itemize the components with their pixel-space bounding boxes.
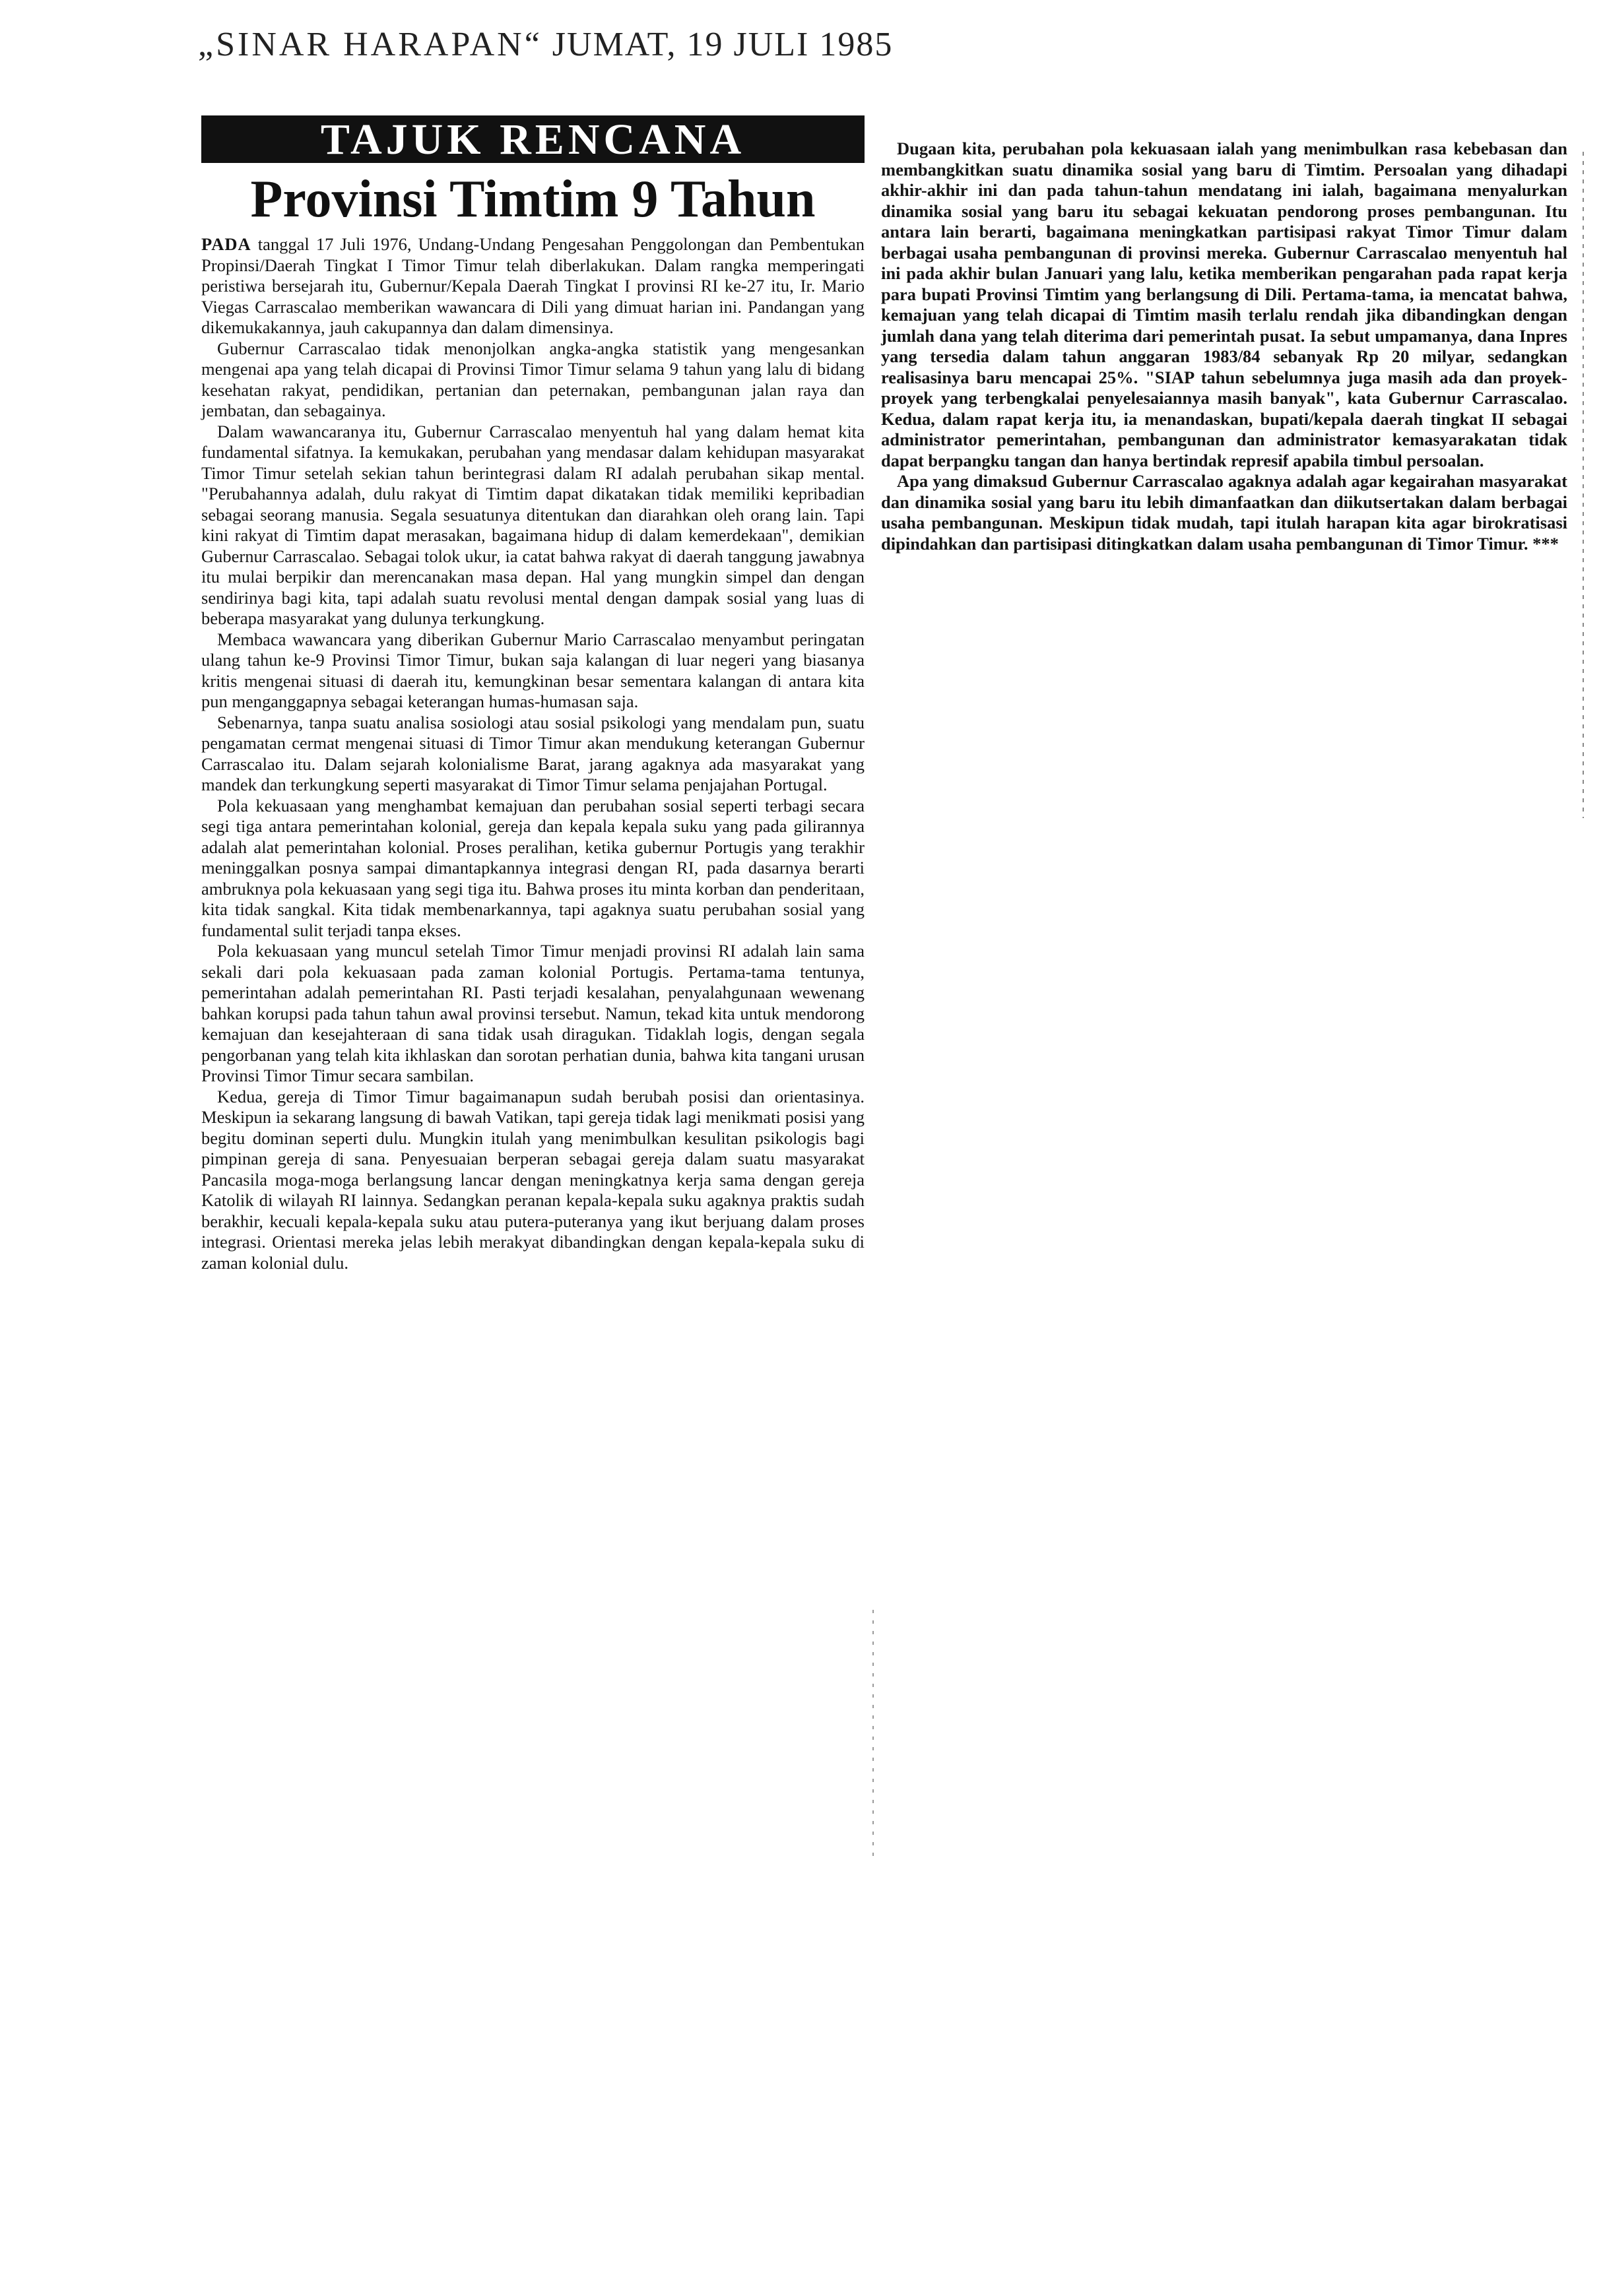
- paragraph: Kedua, gereja di Timor Timur bagaimanapun sudah berubah posisi dan orientasinya. Meskipun ia sekarang langsung di bawah Vatikan, tapi gereja tidak lagi menikmati posisi yang begitu dominan seperti dulu. Mungkin itulah yang menimbulkan kesulitan psikologis bagi pimpinan gereja di sana. Penyesuaian berperan sebagai gereja dalam suatu masyarakat Pancasila moga-moga berlangsung lancar dengan meningkatnya kerja sama dengan gereja Katolik di wilayah RI lainnya. Sedangkan peranan kepala-kepala suku agaknya praktis sudah berakhir, kecuali kepala-kepala suku atau putera-puteranya yang ikut berjuang dalam proses integrasi. Orientasi mereka jelas lebih merakyat dibandingkan dengan kepala-kepala suku di zaman kolonial dulu.: [201, 1086, 865, 1273]
- article-headline: Provinsi Timtim 9 Tahun: [250, 170, 816, 228]
- paragraph: Pola kekuasaan yang menghambat kemajuan dan perubahan sosial seperti terbagi secara segi tiga antara pemerintahan kolonial, gereja dan kepala kepala suku yang pada gilirannya adalah alat pemerintahan kolonial. Proses peralihan, ketika gubernur Portugis yang terakhir meninggalkan posnya sampai dimantapkannya integrasi dengan RI, pada dasarnya berarti ambruknya pola kekuasaan yang segi tiga itu. Bahwa proses itu minta korban dan penderitaan, kita tidak sangkal. Kita tidak membenarkannya, tapi agaknya suatu perubahan sosial yang fundamental sulit terjadi tanpa ekses.: [201, 795, 865, 940]
- masthead: [198, 25, 893, 64]
- column-rule: [1583, 152, 1584, 818]
- lead-word: PADA: [201, 234, 251, 254]
- paragraph: Apa yang dimaksud Gubernur Carrascalao agaknya adalah agar kegairahan masyarakat dan dinamika sosial yang baru itu lebih dimanfaatkan dan diikutsertakan dalam berbagai usaha pembangunan. Meskipun tidak mudah, tapi itulah harapan kita agar birokratisasi dipindahkan dan partisipasi ditingkatkan dalam usaha pembangunan di Timor Timur. ***: [881, 471, 1567, 554]
- issue-date: JUMAT, 19 JULI 1985: [552, 26, 894, 63]
- paragraph: Gubernur Carrascalao tidak menonjolkan angka-angka statistik yang mengesankan mengenai apa yang telah dicapai di Provinsi Timor Timur selama 9 tahun yang lalu di bidang kesehatan rakyat, pendidikan, pertanian dan peternakan, pembangunan jalan raya dan jembatan, dan sebagainya.: [201, 338, 865, 420]
- paragraph: Dugaan kita, perubahan pola kekuasaan ialah yang menimbulkan rasa kebebasan dan membangkitkan suatu dinamika sosial yang baru di Timtim. Persoalan yang dihadapi akhir-akhir ini dan pada tahun-tahun mendatang ini ialah, bagaimana menyalurkan dinamika sosial yang baru itu sebagai kekuatan pendorong proses pembangunan. Itu antara lain berarti, bagaimana meningkatkan partisipasi rakyat Timor Timur dalam berbagai usaha pembangunan di provinsi mereka. Gubernur Carrascalao menyentuh hal ini pada akhir bulan Januari yang lalu, ketika memberikan pengarahan pada rapat kerja para bupati Provinsi Timtim yang berlangsung di Dili. Pertama-tama, ia mencatat bahwa, kemajuan yang telah dicapai di Timtim masih terlalu rendah jika dibandingkan dengan jumlah dana yang telah diterima dari pemerintah pusat. Ia sebut umpamanya, dana Inpres yang tersedia dalam tahun anggaran 1983/84 sebanyak Rp 20 milyar, sedangkan realisasinya baru mencapai 25%. "SIAP tahun sebelumnya juga masih ada dan proyek-proyek yang terbengkalai penyelesaiannya masih banyak", kata Gubernur Carrascalao. Kedua, dalam rapat kerja itu, ia menandaskan, bupati/kepala daerah tingkat II sebagai administrator pemerintahan, pembangunan dan administrator kemasyarakatan tidak dapat berpangku tangan dan hanya bertindak represif apabila timbul persoalan.: [881, 139, 1567, 470]
- column-rule: [872, 1610, 874, 1861]
- paragraph: Dalam wawancaranya itu, Gubernur Carrascalao menyentuh hal yang dalam hemat kita fundamental sifatnya. Ia kemukakan, perubahan yang mendasar dalam kehidupan masyarakat Timor Timur setelah sekian tahun berintegrasi dalam RI adalah perubahan sikap mental. "Perubahannya adalah, dulu rakyat di Timtim dapat dikatakan tidak memiliki kepribadian sebagai seorang manusia. Segala sesuatunya ditentukan dan diarahkan oleh orang lain. Tapi kini rakyat di Timtim dapat merasakan, bagaimana hidup di dalam kemerdekaan", demikian Gubernur Carrascalao. Sebagai tolok ukur, ia catat bahwa rakyat di daerah tanggung jawabnya itu mulai berpikir dan merencanakan masa depan. Hal yang mungkin simpel dan dengan sendirinya bagi kita, tapi adalah suatu revolusi mental dengan dampak sosial yang luas di beberapa masyarakat yang dulunya terkungkung.: [201, 421, 865, 628]
- article-column-right: [881, 139, 1567, 554]
- paragraph: Sebenarnya, tanpa suatu analisa sosiologi atau sosial psikologi yang mendalam pun, suatu pengamatan cermat mengenai situasi di Timor Timur akan mendukung keterangan Gubernur Carrascalao itu. Dalam sejarah kolonialisme Barat, jarang agaknya ada masyarakat yang mandek dan terkungkung seperti masyarakat di Timor Timur selama penjajahan Portugal.: [201, 712, 865, 794]
- section-banner: TAJUK RENCANA: [201, 115, 865, 163]
- paragraph-text: tanggal 17 Juli 1976, Undang-Undang Pengesahan Penggolongan dan Pembentukan Propinsi/Daerah Tingkat I Timor Timur telah diberlakukan. Dalam rangka memperingati peristiwa bersejarah itu, Gubernur/Kepala Daerah Tingkat I provinsi RI ke-27 itu, Ir. Mario Viegas Carrascalao memberikan wawancara di Dili yang dimuat harian ini. Pandangan yang dikemukakannya, jauh cakupannya dan dalam dimensinya.: [201, 234, 865, 337]
- paragraph: [201, 234, 865, 338]
- newspaper-name: „SINAR HARAPAN“: [198, 26, 542, 63]
- article-column-left: [201, 234, 865, 1273]
- paragraph: Pola kekuasaan yang muncul setelah Timor Timur menjadi provinsi RI adalah lain sama sekali dari pola kekuasaan pada zaman kolonial Portugis. Pertama-tama tentunya, pemerintahan adalah pemerintahan RI. Pasti terjadi kesalahan, penyalahgunaan wewenang bahkan korupsi pada tahun tahun awal provinsi tersebut. Namun, tekad kita untuk mendorong kemajuan dan kesejahteraan di sana tidak usah diragukan. Tidaklah logis, dengan segala pengorbanan yang telah kita ikhlaskan dan sorotan perhatian dunia, bahwa kita tangani urusan Provinsi Timor Timur secara sambilan.: [201, 941, 865, 1085]
- paragraph: Membaca wawancara yang diberikan Gubernur Mario Carrascalao menyambut peringatan ulang tahun ke-9 Provinsi Timor Timur, bukan saja kalangan di luar negeri yang biasanya kritis mengenai situasi di daerah itu, kemungkinan besar sementara kalangan di antara kita pun menganggapnya sebagai keterangan humas-humasan saja.: [201, 629, 865, 711]
